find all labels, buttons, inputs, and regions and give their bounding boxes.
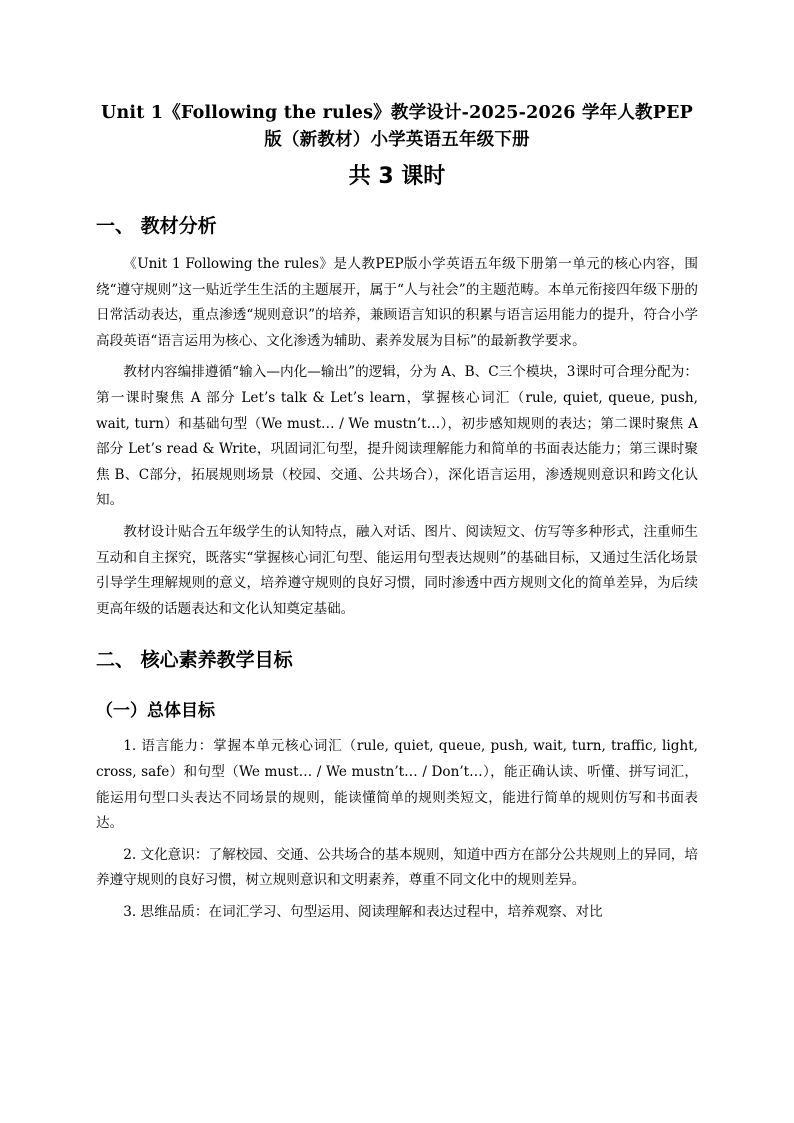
- section-heading-core-literacy-goals: 二、 核心素养教学目标: [96, 649, 293, 672]
- goal-item-thinking-quality: 3. 思维品质：在词汇学习、句型运用、阅读理解和表达过程中，培养观察、对比: [123, 903, 603, 920]
- section-heading-textbook-analysis: 一、 教材分析: [96, 215, 217, 237]
- goal-item-cultural-awareness: 2. 文化意识：了解校园、交通、公共场合的基本规则，知道中西方在部分公共规则上的异同，培养遵守规则的良好习惯，树立规则意识和文明素养，尊重不同文化中的规则差异。: [96, 846, 698, 889]
- goal-item-language-ability: 1. 语言能力：掌握本单元核心词汇（rule, quiet, queue, push, wait, turn, traffic, light, cross, safe）和句型（We must… / We mustn’t… / Don’t…），能正确认读、听懂、拼写词汇，能运用句型口头表达不同场景的规则，能读懂简单的规则类短文，能进行简单的规则仿写和书面表达。: [96, 738, 698, 832]
- paragraph: 教材设计贴合五年级学生的认知特点，融入对话、图片、阅读短文、仿写等多种形式，注重师生互动和自主探究，既落实“掌握核心词汇句型、能运用句型表达规则”的基础目标，又通过生活化场景引导学生理解规则的意义，培养遵守规则的良好习惯，同时渗透中西方规则文化的简单差异，为后续更高年级的话题表达和文化认知奠定基础。: [96, 523, 698, 617]
- document-title: Unit 1《Following the rules》教学设计-2025-2026 学年人教PEP版（新教材）小学英语五年级下册: [101, 103, 693, 150]
- subsection-heading-overall-goals: （一）总体目标: [96, 701, 215, 722]
- lesson-count: 共 3 课时: [348, 164, 446, 189]
- paragraph: 《Unit 1 Following the rules》是人教PEP版小学英语五年级下册第一单元的核心内容，围绕“遵守规则”这一贴近学生生活的主题展开，属于“人与社会”的主题范畴。本单元衔接四年级下册的日常活动表达，重点渗透“规则意识”的培养，兼顾语言知识的积累与语言运用能力的提升，符合小学高段英语“语言运用为核心、文化渗透为辅助、素养发展为目标”的最新教学要求。: [96, 256, 698, 349]
- paragraph: 教材内容编排遵循“输入—内化—输出”的逻辑，分为 A、B、C三个模块，3课时可合理分配为：第一课时聚焦 A 部分 Let’s talk & Let’s learn，掌握核心词汇（rule, quiet, queue, push, wait, turn）和基础句型（We must… / We mustn’t…），初步感知规则的表达；第二课时聚焦 A 部分 Let’s read & Write，巩固词汇句型，提升阅读理解能力和简单的书面表达能力；第三课时聚焦 B、C部分，拓展规则场景（校园、交通、公共场合），深化语言运用，渗透规则意识和跨文化认知。: [96, 364, 698, 509]
- document-page: [96, 100, 698, 925]
